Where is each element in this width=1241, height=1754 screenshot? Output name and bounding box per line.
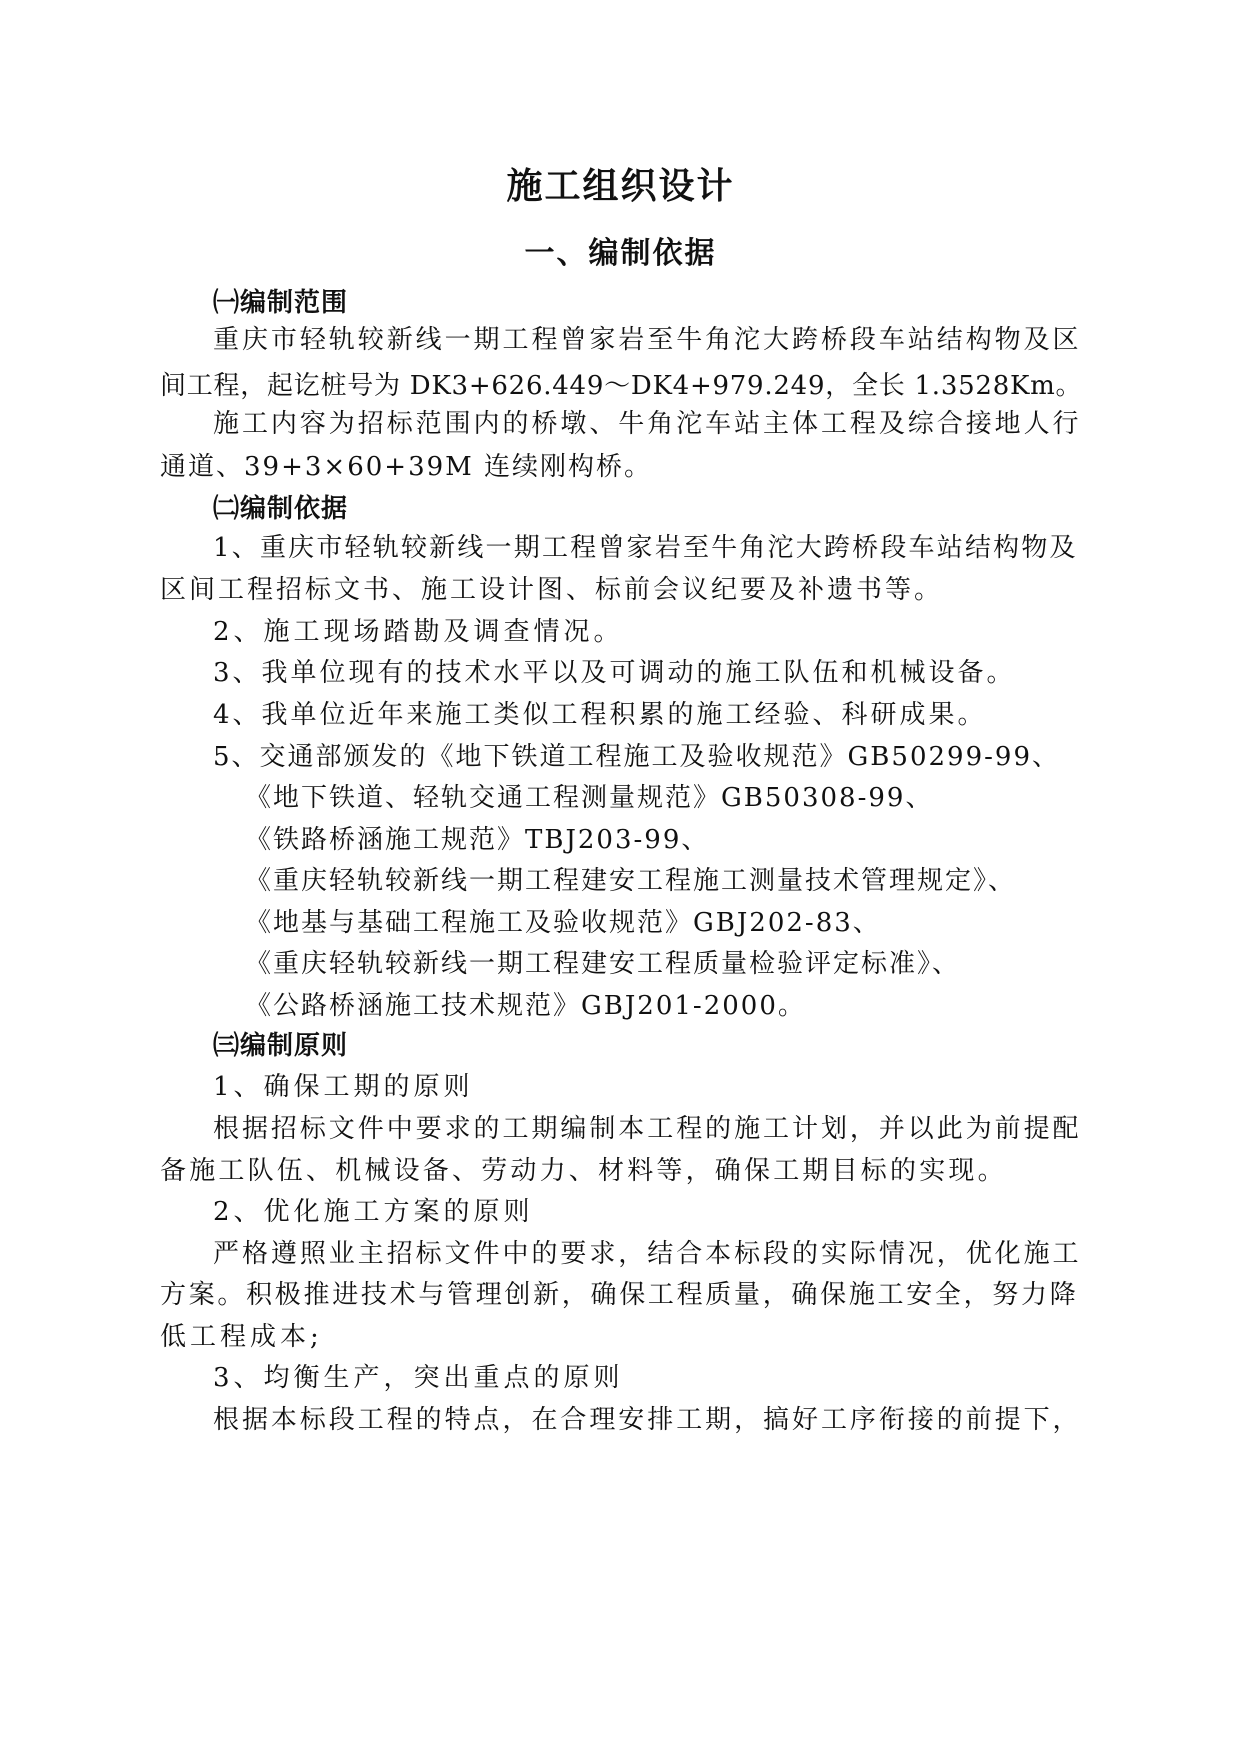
basis-standard-5: 《重庆轻轨较新线一期工程建安工程质量检验评定标准》、 <box>245 949 961 979</box>
scope-heading: ㈠编制范围 <box>213 288 349 318</box>
principle-2-title: 2、优化施工方案的原则 <box>213 1197 534 1227</box>
basis-standard-3: 《重庆轻轨较新线一期工程建安工程施工测量技术管理规定》、 <box>245 866 1017 896</box>
scope-paragraph-1-line-1: 重庆市轻轨较新线一期工程曾家岩至牛角沱大跨桥段车站结构物及区 <box>213 325 1082 355</box>
basis-standard-4: 《地基与基础工程施工及验收规范》GBJ202-83、 <box>245 908 881 938</box>
principle-2-line-2: 方案。积极推进技术与管理创新，确保工程质量，确保施工安全，努力降 <box>160 1280 1079 1310</box>
basis-heading: ㈡编制依据 <box>213 494 349 524</box>
basis-item-4: 4、我单位近年来施工类似工程积累的施工经验、科研成果。 <box>213 700 987 730</box>
principle-3-line-1: 根据本标段工程的特点，在合理安排工期，搞好工序衔接的前提下， <box>213 1405 1082 1435</box>
basis-item-1-line-2: 区间工程招标文书、施工设计图、标前会议纪要及补遗书等。 <box>160 575 944 605</box>
principle-2-line-3: 低工程成本; <box>160 1322 323 1352</box>
document-title: 施工组织设计 <box>506 166 735 207</box>
basis-item-2: 2、施工现场踏勘及调查情况。 <box>213 617 624 647</box>
scope-paragraph-1-line-2: 间工程，起讫桩号为 DK3+626.449～DK4+979.249，全长 1.3528Km。 <box>160 371 1083 401</box>
section-title: 一、编制依据 <box>524 236 717 271</box>
principle-1-title: 1、确保工期的原则 <box>213 1072 474 1102</box>
basis-standard-1: 《地下铁道、轻轨交通工程测量规范》GB50308-99、 <box>245 783 934 813</box>
basis-item-1-line-1: 1、重庆市轻轨较新线一期工程曾家岩至牛角沱大跨桥段车站结构物及 <box>213 533 1078 563</box>
principle-1-line-2: 备施工队伍、机械设备、劳动力、材料等，确保工期目标的实现。 <box>160 1156 1007 1186</box>
principle-3-title: 3、均衡生产，突出重点的原则 <box>213 1363 624 1393</box>
basis-item-3: 3、我单位现有的技术水平以及可调动的施工队伍和机械设备。 <box>213 658 1016 688</box>
principle-1-line-1: 根据招标文件中要求的工期编制本工程的施工计划，并以此为前提配 <box>213 1114 1082 1144</box>
scope-paragraph-2-line-2: 通道、39+3×60+39M 连续刚构桥。 <box>160 452 653 482</box>
basis-standard-2: 《铁路桥涵施工规范》TBJ203-99、 <box>245 825 710 855</box>
basis-standard-6: 《公路桥涵施工技术规范》GBJ201-2000。 <box>245 991 806 1021</box>
basis-item-5: 5、交通部颁发的《地下铁道工程施工及验收规范》GB50299-99、 <box>213 742 1060 772</box>
principle-2-line-1: 严格遵照业主招标文件中的要求，结合本标段的实际情况，优化施工 <box>213 1239 1082 1269</box>
principles-heading: ㈢编制原则 <box>213 1031 349 1061</box>
scope-paragraph-2-line-1: 施工内容为招标范围内的桥墩、牛角沱车站主体工程及综合接地人行 <box>213 409 1082 439</box>
